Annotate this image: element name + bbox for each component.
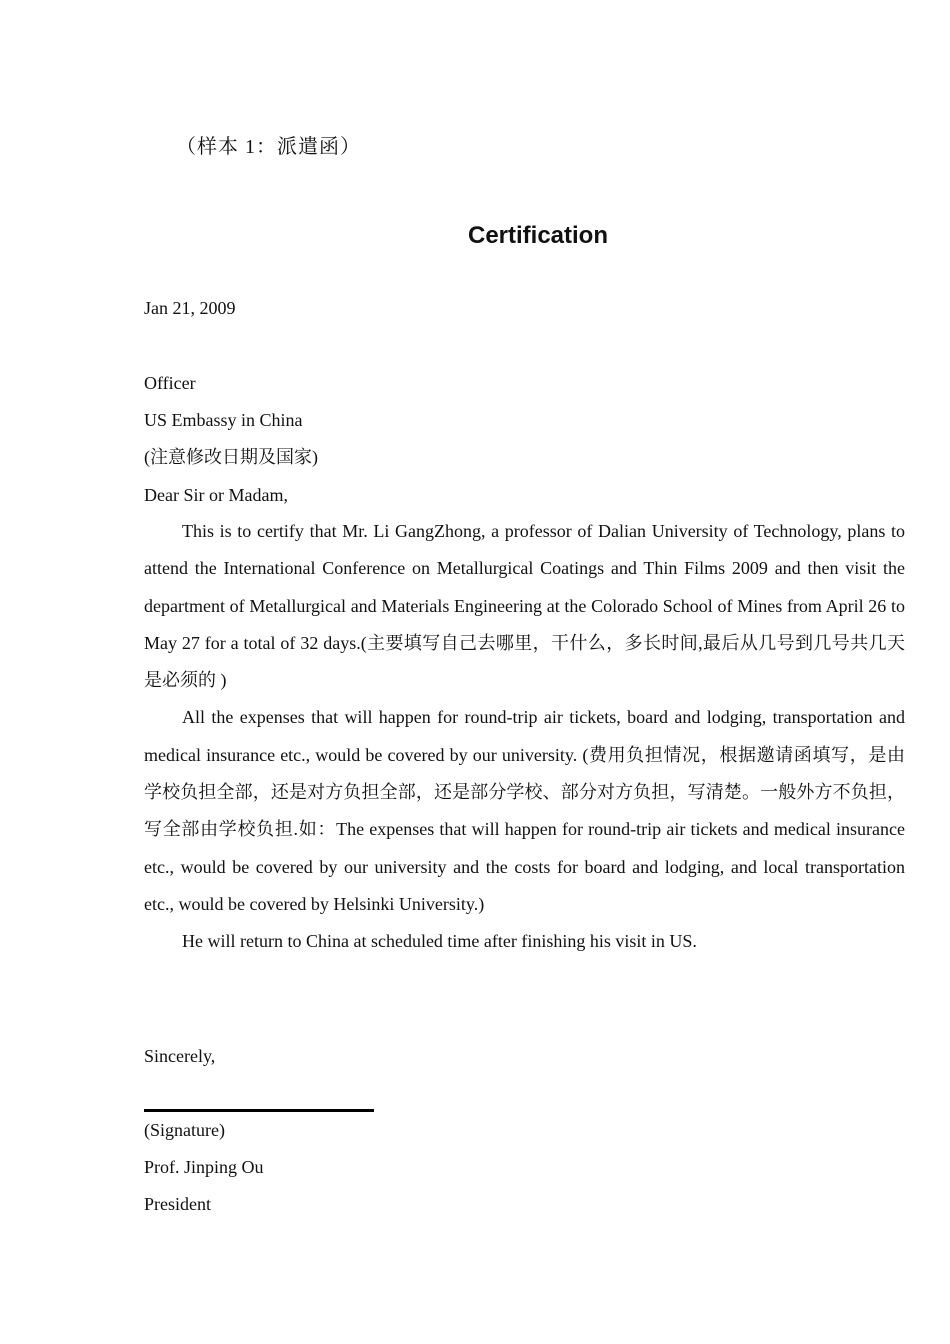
sample-label: （样本 1：派遣函） [176, 136, 361, 158]
document-title-text: Certification [467, 222, 608, 249]
signatory-name: Prof. Jinping Ou [144, 1157, 264, 1177]
body-paragraph: All the expenses that will happen for round-trip air tickets, board and lodging, transportation and medical insurance etc., would be covered by our university. (费用负担情况，根据邀请函填写，是由学校负担全部，还是对方负担全部，还是部分学校、部分对方负担，写清楚。一般外方不负担，写全部由学校负担.如：The expenses that will happen for round-trip air tickets and medical insurance etc., would be covered by our university and the costs for board and lodging, and local transportation etc., would be covered by Helsinki University.) [144, 707, 905, 914]
letter-body [144, 513, 905, 961]
salutation: Dear Sir or Madam, [144, 485, 288, 505]
signatory-position: President [144, 1194, 211, 1214]
recipient-organization: US Embassy in China [144, 410, 303, 430]
signature-label: (Signature) [144, 1120, 225, 1140]
recipient-title: Officer [144, 373, 196, 393]
closing: Sincerely, [144, 1046, 216, 1066]
recipient-note: (注意修改日期及国家) [144, 447, 318, 467]
body-paragraph: He will return to China at scheduled time after finishing his visit in US. [182, 931, 697, 952]
signature-line [144, 1109, 374, 1112]
letter-date: Jan 21, 2009 [144, 298, 236, 318]
body-paragraph: This is to certify that Mr. Li GangZhong, a professor of Dalian University of Technology, plans to attend the International Conference on Metallurgical Coatings and Thin Films 2009 and then visit the department of Metallurgical and Materials Engineering at the Colorado School of Mines from April 26 to May 27 for a total of 32 days.(主要填写自己去哪里，干什么，多长时间,最后从几号到几号共几天是必须的 ) [144, 521, 905, 691]
document-title [144, 222, 934, 250]
